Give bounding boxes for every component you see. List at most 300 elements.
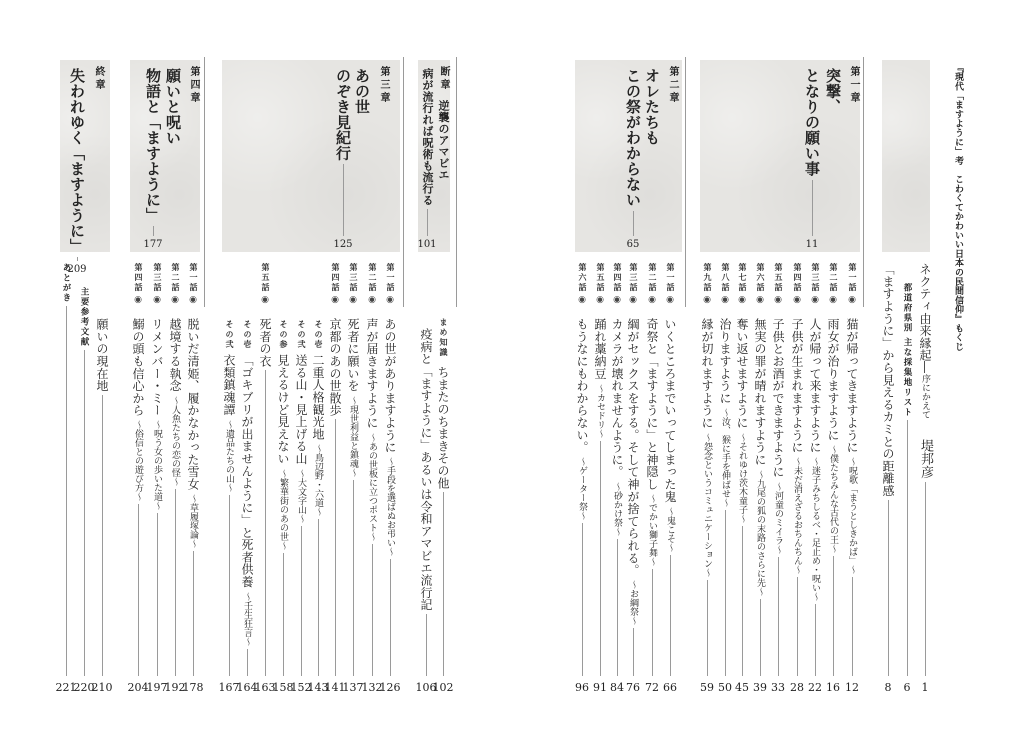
toc-entry[interactable] — [643, 263, 661, 676]
bullet-icon: ◉ — [152, 295, 162, 305]
entry-title: 縁が切れますように — [700, 318, 714, 429]
entry-subtitle: ～呪歌「まうとしきかば」～ — [847, 457, 857, 575]
story-number-label — [166, 263, 184, 318]
toc-entry[interactable] — [417, 328, 435, 676]
entry-subtitle: ～でかい獅子舞～ — [647, 494, 657, 567]
story-number-label — [788, 263, 806, 318]
chapter-title-column — [642, 68, 662, 250]
entry-tag: その弐 — [297, 320, 306, 350]
story-number: 第七話 — [738, 263, 747, 293]
story-number-label — [591, 263, 609, 318]
bullet-icon: ◉ — [595, 295, 605, 305]
page-number: 152 — [290, 681, 312, 694]
leader-line — [426, 614, 427, 676]
entry-subtitle: ～鳥辺野・六道～ — [313, 444, 323, 517]
page-number: 16 — [826, 681, 840, 694]
chapter-title: のぞき見紀行 — [334, 68, 352, 161]
bullet-icon: ◉ — [170, 295, 180, 305]
leader-line — [888, 500, 889, 676]
toc-entry[interactable] — [751, 263, 769, 676]
leader-line — [725, 510, 726, 676]
page-number: 45 — [735, 681, 749, 694]
story-number-label — [326, 263, 344, 318]
leader-line — [760, 599, 761, 676]
entry-tag: その壱 — [314, 320, 323, 350]
leader-line — [925, 482, 926, 676]
divider-rule — [204, 57, 205, 307]
page-number: 141 — [324, 681, 346, 694]
entry-title: 子供が生まれますように — [790, 318, 804, 454]
toc-entry[interactable] — [698, 263, 716, 676]
entry-title: 主要参考文献 — [79, 287, 89, 347]
entry-title: 「ゴキブリが出ませんように」と死者供養 — [240, 354, 254, 588]
divider-rule — [863, 57, 864, 307]
story-number-label — [129, 263, 147, 318]
chapter-title-column — [333, 68, 353, 250]
story-number: 第五話 — [261, 263, 270, 293]
leader-line — [335, 419, 336, 676]
entry-title: 死者の衣 — [258, 318, 272, 368]
bullet-icon: ◉ — [260, 295, 270, 305]
chapter-label-column — [663, 66, 681, 246]
preface-panel — [882, 60, 930, 252]
story-number-label — [643, 263, 661, 318]
leader-line — [427, 209, 428, 236]
entry-tag: その参 — [279, 320, 288, 350]
preface-entry[interactable] — [898, 283, 916, 676]
leader-line — [670, 555, 671, 677]
leader-line — [812, 180, 813, 237]
entry-title: 願いの現在地 — [95, 318, 109, 392]
toc-entry[interactable] — [608, 263, 626, 676]
story-number: 第三話 — [153, 263, 162, 293]
page-number: 76 — [626, 681, 640, 694]
story-number-label — [824, 263, 842, 318]
chapter-title: 物語と「ますように」 — [144, 68, 162, 223]
leader-line — [600, 441, 601, 677]
leader-line — [652, 569, 653, 676]
entry-title: 奪い返せますように — [735, 318, 749, 429]
toc-entry[interactable] — [716, 263, 734, 676]
page-number: 33 — [771, 681, 785, 694]
bullet-icon: ◉ — [755, 295, 765, 305]
entry-title: 死者に願いを — [346, 318, 360, 392]
leader-line — [353, 480, 354, 676]
chapter-label: 第一章 — [848, 66, 859, 105]
page-number: 1 — [921, 681, 929, 694]
story-number: 第五話 — [596, 263, 605, 293]
entry-title: 子供とお酒ができますように — [771, 318, 785, 478]
bullet-icon: ◉ — [773, 295, 783, 305]
story-number-label — [769, 263, 787, 318]
leader-line — [175, 489, 176, 676]
chapter-title-column — [417, 68, 437, 250]
bullet-icon: ◉ — [133, 295, 143, 305]
leader-line — [852, 577, 853, 676]
chapter-page-number: 65 — [626, 239, 640, 250]
chapter-page-number: 177 — [143, 239, 163, 250]
entry-author: 堤邦彦 — [918, 438, 933, 479]
chapter-title-column — [352, 68, 372, 250]
bullet-icon: ◉ — [577, 295, 587, 305]
leader-line — [815, 604, 816, 676]
entry-title: 衣類鎮魂譚 — [222, 354, 236, 416]
entry-title: 脱いだ清姫、履かなかった雪女 — [186, 318, 200, 491]
page-number: 143 — [307, 681, 329, 694]
toc-entry[interactable] — [184, 263, 202, 676]
entry-subtitle: 序にかえて — [920, 373, 930, 419]
entry-subtitle: ～迷子みちしるべ・足止め・呪い～ — [810, 457, 820, 602]
entry-subtitle: ～呪う女の歩いた道～ — [152, 420, 162, 511]
leader-line — [102, 395, 103, 676]
toc-entry[interactable] — [591, 263, 609, 676]
sub-entry[interactable] — [238, 320, 256, 676]
story-number-label — [698, 263, 716, 318]
story-number: 第八話 — [721, 263, 730, 293]
story-number-label — [716, 263, 734, 318]
entry-title: もうなにもわからない。 — [575, 318, 589, 454]
chapter-label-column — [89, 66, 107, 246]
toc-entry[interactable] — [75, 287, 93, 676]
entry-title: 送る山・見上げる山 — [294, 354, 308, 465]
story-number-label — [344, 263, 362, 318]
leader-line — [193, 551, 194, 676]
entry-title: 「ますように」から見えるカミとの距離感 — [881, 263, 895, 497]
story-number-label — [733, 263, 751, 318]
entry-title: 京都のあの世散歩 — [328, 318, 342, 417]
entry-title: いくところまでいってしまった鬼 — [663, 318, 677, 503]
chapter-label: 第二章 — [667, 66, 678, 105]
entry-title: 人が帰って来ますように — [808, 318, 822, 454]
entry-subtitle: ～怨念というコミュニケーション～ — [702, 432, 712, 577]
chapter-title-column — [802, 68, 822, 250]
entry-subtitle: ～現世利益と鎮魂～ — [348, 395, 358, 477]
leader-line — [265, 370, 266, 676]
chapter-title: 願いと呪い — [164, 68, 182, 146]
chapter-label: 第三章 — [378, 66, 389, 105]
chapter-label: 終章 — [93, 66, 104, 92]
entry-subtitle: ～河童のミイラ～ — [773, 481, 783, 554]
chapter-label: 断章 — [438, 66, 449, 92]
story-number-label — [608, 263, 626, 318]
bullet-icon: ◉ — [810, 295, 820, 305]
story-number-label — [184, 263, 202, 318]
chapter-title-column — [163, 68, 183, 250]
leader-line — [157, 513, 158, 676]
bullet-icon: ◉ — [647, 295, 657, 305]
story-number: 第五話 — [774, 263, 783, 293]
entry-title: 猫が帰ってきますように — [845, 318, 859, 454]
entry-title: 踊れ藁納豆 — [593, 318, 607, 380]
page-number: 66 — [663, 681, 677, 694]
entry-dash: ― — [918, 361, 932, 374]
leader-line — [633, 211, 634, 237]
chapter-title: この祭がわからない — [624, 68, 642, 208]
page-number: 132 — [361, 681, 383, 694]
entry-subtitle: ～俗信との遊び方～ — [133, 420, 143, 502]
story-number: 第一話 — [666, 263, 675, 293]
leader-line — [707, 580, 708, 676]
entry-title: 声が届きますように — [365, 318, 379, 429]
entry-title: ネクティ由来縁起 — [918, 263, 932, 362]
chapter-label-column — [374, 66, 392, 246]
chapter-label-column — [184, 66, 202, 246]
entry-subtitle: ～それゆけ茨木童子～ — [737, 432, 747, 523]
chapter-page-number: 209 — [67, 264, 87, 275]
story-number: 第四話 — [331, 263, 340, 293]
toc-entry[interactable] — [363, 263, 381, 676]
bullet-icon: ◉ — [792, 295, 802, 305]
page-number: 96 — [575, 681, 589, 694]
entry-title: 雨女が治りますように — [826, 318, 840, 441]
chapter-page-number: 101 — [417, 239, 437, 250]
sub-entry[interactable] — [274, 320, 292, 676]
leader-line — [318, 519, 319, 676]
story-number-label — [381, 263, 399, 318]
entry-title: 奇祭と「ますように」と神隠し — [645, 318, 659, 491]
story-number: 第一話 — [848, 263, 857, 293]
toc-entry[interactable] — [573, 263, 591, 676]
story-number: 第一話 — [386, 263, 395, 293]
entry-subtitle: ～九尾の狐の末路のさらに先～ — [755, 469, 765, 596]
page-number: 126 — [379, 681, 401, 694]
bullet-icon: ◉ — [330, 295, 340, 305]
toc-entry[interactable] — [256, 263, 274, 676]
story-number-label — [256, 263, 274, 318]
entry-tag: その壱 — [243, 320, 252, 350]
bullet-icon: ◉ — [847, 295, 857, 305]
story-number: 第一話 — [189, 263, 198, 293]
sub-entry[interactable] — [434, 318, 452, 676]
entry-subtitle: ～鬼こそ～ — [665, 506, 675, 552]
sub-entry[interactable] — [309, 320, 327, 676]
entry-subtitle: ～未だ消えざるおちんちん～ — [792, 457, 802, 575]
page-number: 50 — [718, 681, 732, 694]
toc-entry[interactable] — [824, 263, 842, 676]
leader-line — [833, 556, 834, 676]
leader-line — [84, 350, 85, 676]
page-number: 221 — [55, 681, 77, 694]
story-number-label — [363, 263, 381, 318]
leader-line — [617, 539, 618, 676]
entry-subtitle: ～人魚たちの恋の怪～ — [170, 395, 180, 486]
bullet-icon: ◉ — [385, 295, 395, 305]
entry-title: 鰯の頭も信心から — [131, 318, 145, 417]
entry-subtitle: ～僕たちみんな古代の王～ — [828, 445, 838, 553]
toc-entry[interactable] — [166, 263, 184, 676]
toc-entry[interactable] — [624, 263, 642, 676]
page-number: 91 — [593, 681, 607, 694]
toc-entry[interactable] — [344, 263, 362, 676]
story-number: 第三話 — [629, 263, 638, 293]
chapter-title: 突撃、 — [824, 68, 842, 115]
toc-entry[interactable] — [129, 263, 147, 676]
toc-entry[interactable] — [843, 263, 861, 676]
entry-tag: その弐 — [225, 320, 234, 350]
leader-line — [229, 495, 230, 677]
chapter-title: 病が流行れば呪術も流行る — [421, 68, 434, 206]
entry-subtitle: ～カセドリ～ — [595, 383, 605, 438]
page-number: 84 — [610, 681, 624, 694]
chapter-subtitle: 逆襲のアマビエ — [437, 100, 450, 181]
story-number: 第二話 — [368, 263, 377, 293]
book-title-header: 『現代「ますように」考 こわくてかわいい日本の民間信仰』もくじ — [953, 63, 963, 352]
entry-title: 見えるけど見えない — [276, 354, 290, 465]
leader-line — [77, 257, 78, 261]
story-number-label — [806, 263, 824, 318]
entry-subtitle: ～壬生狂言～ — [242, 591, 252, 646]
bullet-icon: ◉ — [702, 295, 712, 305]
leader-line — [443, 492, 444, 676]
entry-title: カメラが壊れませんように。 — [610, 318, 624, 478]
toc-entry[interactable] — [806, 263, 824, 676]
story-number-label — [573, 263, 591, 318]
preface-entry[interactable] — [879, 263, 897, 676]
page-number: 163 — [254, 681, 276, 694]
chapter-title-column — [823, 68, 843, 250]
page-number: 12 — [845, 681, 859, 694]
entry-subtitle: ～大文字山～ — [296, 468, 306, 523]
entry-title: 都道府県別 主な採集地リスト — [902, 283, 912, 418]
toc-entry[interactable] — [381, 263, 399, 676]
chapter-label: 第四章 — [188, 66, 199, 105]
page-number: 204 — [127, 681, 149, 694]
entry-title: 越境する執念 — [168, 318, 182, 392]
story-number: 第三話 — [811, 263, 820, 293]
chapter-title-column — [143, 68, 163, 250]
entry-subtitle: ～手段を選ばぬお弔い～ — [385, 457, 395, 557]
chapter-title-column — [67, 68, 87, 275]
bullet-icon: ◉ — [612, 295, 622, 305]
entry-subtitle: ～あの世板に立つポスト～ — [367, 432, 377, 541]
page-number: 192 — [164, 681, 186, 694]
page-number: 106 — [415, 681, 437, 694]
entry-subtitle: ～砂かけ祭～ — [612, 481, 622, 536]
page-number: 6 — [903, 681, 911, 694]
story-number: 第二話 — [171, 263, 180, 293]
chapter-title: となりの願い事 — [803, 68, 821, 177]
entry-subtitle: ～繁華街のあの世～ — [278, 468, 288, 550]
story-number: 第九話 — [703, 263, 712, 293]
page-number: 102 — [432, 681, 454, 694]
entry-title: 綱がセックスをする。そして神が捨てられる。 — [626, 318, 640, 577]
sub-entry[interactable] — [220, 320, 238, 676]
toc-entry[interactable] — [57, 263, 75, 676]
entry-title: あの世がありますように — [383, 318, 397, 454]
story-number: 第六話 — [578, 263, 587, 293]
entry-subtitle: ～汝、猴に手を伸ばせ～ — [720, 408, 730, 508]
bullet-icon: ◉ — [628, 295, 638, 305]
entry-subtitle: ～遺品たちの山～ — [224, 419, 234, 492]
leader-line — [283, 553, 284, 676]
toc-entry[interactable] — [769, 263, 787, 676]
chapter-title: あの世 — [353, 68, 371, 115]
chapter-title: オレたちも — [643, 68, 661, 146]
divider-rule — [403, 57, 404, 307]
story-number: 第二話 — [648, 263, 657, 293]
leader-line — [372, 544, 373, 676]
page-number: 28 — [790, 681, 804, 694]
chapter-page-number: 11 — [805, 239, 819, 250]
page-number: 8 — [884, 681, 892, 694]
story-number: 第四話 — [613, 263, 622, 293]
leader-line — [343, 164, 344, 236]
entry-title: 治りますように — [718, 318, 732, 405]
toc-entry[interactable] — [661, 263, 679, 676]
entry-tag: まめ知識 — [439, 318, 448, 358]
toc-entry[interactable] — [326, 263, 344, 676]
page-number: 22 — [808, 681, 822, 694]
chapter-label-column — [844, 66, 862, 246]
page-number: 178 — [182, 681, 204, 694]
story-number-label — [148, 263, 166, 318]
leader-line — [797, 577, 798, 676]
story-number-label — [751, 263, 769, 318]
bullet-icon: ◉ — [828, 295, 838, 305]
page-number: 220 — [73, 681, 95, 694]
story-number: 第三話 — [349, 263, 358, 293]
toc-entry[interactable] — [93, 318, 111, 676]
entry-subtitle: ～草履塚論～ — [188, 494, 198, 549]
story-number: 第二話 — [829, 263, 838, 293]
leader-line — [138, 504, 139, 676]
story-number-label — [843, 263, 861, 318]
divider-rule — [456, 57, 457, 307]
toc-entry[interactable] — [733, 263, 751, 676]
story-number-label — [661, 263, 679, 318]
page-number: 164 — [236, 681, 258, 694]
chapter-title: 失われゆく「ますように」 — [68, 68, 86, 254]
story-number-label — [624, 263, 642, 318]
preface-entry[interactable] — [916, 263, 934, 676]
entry-subtitle: ～お綱祭～ — [628, 580, 638, 626]
sub-entry[interactable] — [292, 320, 310, 676]
leader-line — [66, 306, 67, 676]
leader-line — [301, 526, 302, 676]
leader-line — [153, 226, 154, 236]
leader-line — [582, 523, 583, 676]
chapter-page-number: 125 — [333, 239, 353, 250]
page-number: 167 — [218, 681, 240, 694]
story-number: 第六話 — [756, 263, 765, 293]
chapter-title-column — [623, 68, 643, 250]
leader-line — [778, 557, 779, 676]
leader-line — [247, 649, 248, 676]
entry-subtitle: ～ゲーター祭～ — [577, 457, 587, 521]
entry-title: ちまたのちまきその他 — [436, 366, 450, 489]
divider-rule — [685, 57, 686, 307]
page-number: 158 — [272, 681, 294, 694]
leader-line — [390, 559, 391, 676]
toc-entry[interactable] — [788, 263, 806, 676]
leader-line — [907, 420, 908, 676]
leader-line — [742, 526, 743, 676]
bullet-icon: ◉ — [348, 295, 358, 305]
bullet-icon: ◉ — [367, 295, 377, 305]
page-number: 137 — [342, 681, 364, 694]
page-number: 72 — [645, 681, 659, 694]
entry-title: 二重人格観光地 — [311, 354, 325, 441]
bullet-icon: ◉ — [737, 295, 747, 305]
page-number: 197 — [146, 681, 168, 694]
bullet-icon: ◉ — [188, 295, 198, 305]
bullet-icon: ◉ — [720, 295, 730, 305]
bullet-icon: ◉ — [665, 295, 675, 305]
entry-title: 疫病と「ますように」あるいは令和アマビエ流行記 — [419, 328, 433, 611]
entry-title: リメンバー・ミー — [150, 318, 164, 417]
toc-entry[interactable] — [148, 263, 166, 676]
entry-title: 無実の罪が晴れますように — [753, 318, 767, 466]
